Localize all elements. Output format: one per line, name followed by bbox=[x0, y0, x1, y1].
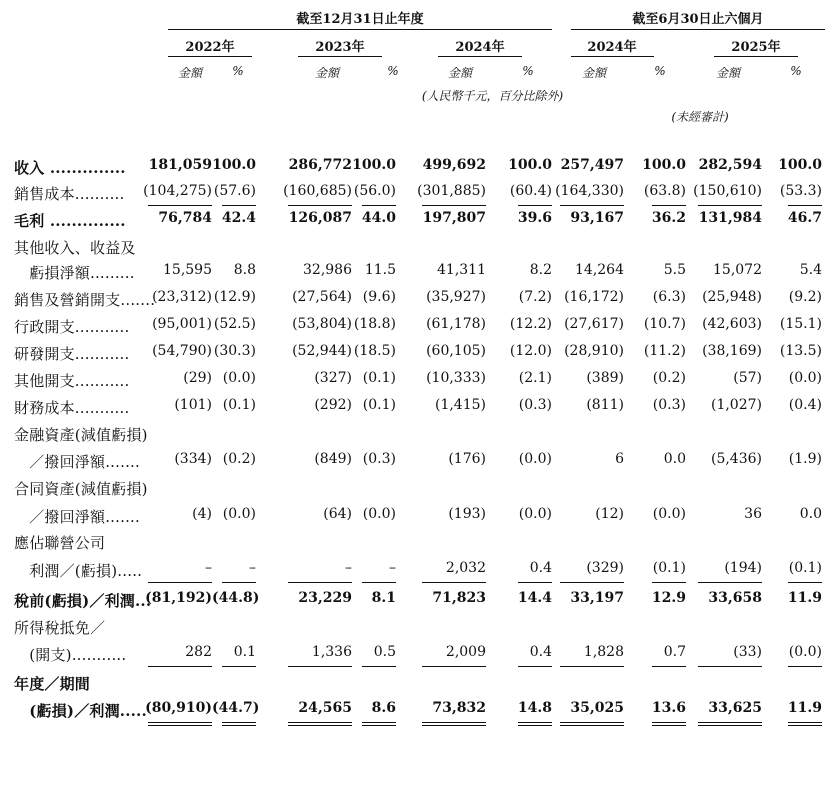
percent-cell: 5.5 bbox=[663, 262, 686, 278]
amount-cell: (849) bbox=[314, 451, 352, 467]
amount-cell: 282 bbox=[185, 644, 212, 660]
subtotal-rule bbox=[148, 666, 212, 667]
percent-cell: 0.0 bbox=[663, 451, 686, 467]
amount-cell: (389) bbox=[586, 370, 624, 386]
row-label: 其他開支........... bbox=[14, 372, 130, 390]
amount-cell: (23,312) bbox=[152, 289, 212, 305]
amount-cell: 14,264 bbox=[575, 262, 624, 278]
percent-cell: (15.1) bbox=[779, 316, 822, 332]
percent-cell: 11.5 bbox=[364, 262, 396, 278]
percent-cell: 14.4 bbox=[517, 590, 552, 606]
amount-cell: 73,832 bbox=[432, 700, 486, 716]
amount-cell: 35,025 bbox=[570, 700, 624, 716]
year-header: 2022年 bbox=[185, 40, 235, 55]
row-label: 銷售成本.......... bbox=[14, 185, 125, 203]
unit-note: (人民幣千元，百分比除外) bbox=[421, 89, 564, 103]
percent-cell: (0.1) bbox=[362, 397, 396, 413]
percent-cell: – bbox=[249, 560, 256, 576]
percent-header: % bbox=[790, 64, 802, 78]
percent-cell: 8.8 bbox=[233, 262, 256, 278]
amount-cell: (164,330) bbox=[555, 183, 624, 199]
amount-cell: (61,178) bbox=[426, 316, 486, 332]
percent-cell: (0.0) bbox=[652, 506, 686, 522]
amount-cell: 257,497 bbox=[560, 157, 624, 173]
amount-cell: (60,105) bbox=[426, 343, 486, 359]
row-label: 其他收入、收益及 bbox=[14, 239, 136, 257]
subtotal-rule bbox=[518, 582, 552, 583]
amount-cell: (16,172) bbox=[564, 289, 624, 305]
amount-cell: 15,072 bbox=[713, 262, 762, 278]
percent-cell: (0.1) bbox=[788, 560, 822, 576]
total-double-rule bbox=[560, 722, 624, 726]
amount-cell: 6 bbox=[615, 451, 624, 467]
subtotal-rule bbox=[222, 582, 256, 583]
amount-cell: (334) bbox=[174, 451, 212, 467]
row-label: 金融資產(減值虧損) bbox=[14, 426, 148, 444]
amount-header: 金額 bbox=[314, 66, 339, 80]
amount-cell: (35,927) bbox=[426, 289, 486, 305]
percent-cell: (0.3) bbox=[518, 397, 552, 413]
percent-cell: (0.4) bbox=[788, 397, 822, 413]
amount-cell: (12) bbox=[595, 506, 624, 522]
subtotal-rule bbox=[560, 582, 624, 583]
year-header: 2024年 bbox=[455, 40, 505, 55]
amount-cell: 181,059 bbox=[148, 157, 212, 173]
amount-cell: 282,594 bbox=[698, 157, 762, 173]
subtotal-rule bbox=[518, 205, 552, 206]
amount-cell: 33,197 bbox=[570, 590, 624, 606]
total-double-rule bbox=[422, 722, 486, 726]
amount-header: 金額 bbox=[447, 66, 472, 80]
subtotal-rule bbox=[560, 666, 624, 667]
percent-cell: 44.0 bbox=[361, 210, 396, 226]
year-header: 2024年 bbox=[587, 40, 637, 55]
percent-cell: (44.7) bbox=[212, 700, 260, 716]
amount-cell: (5,436) bbox=[710, 451, 762, 467]
percent-cell: (0.0) bbox=[788, 370, 822, 386]
percent-cell: 0.4 bbox=[529, 560, 552, 576]
row-label: 合同資產(減值虧損) bbox=[14, 480, 148, 498]
subtotal-rule bbox=[788, 205, 822, 206]
total-double-rule bbox=[788, 722, 822, 726]
percent-cell: 8.6 bbox=[371, 700, 396, 716]
amount-cell: 131,984 bbox=[698, 210, 762, 226]
year-header: 2023年 bbox=[315, 40, 365, 55]
percent-cell: (0.0) bbox=[222, 506, 256, 522]
row-label: 收入 .............. bbox=[14, 159, 126, 177]
amount-cell: (104,275) bbox=[143, 183, 212, 199]
percent-cell: 100.0 bbox=[642, 157, 686, 173]
amount-header: 金額 bbox=[715, 66, 740, 80]
percent-cell: (0.3) bbox=[652, 397, 686, 413]
subtotal-rule bbox=[148, 205, 212, 206]
total-double-rule bbox=[288, 722, 352, 726]
amount-cell: (176) bbox=[448, 451, 486, 467]
amount-cell: (25,948) bbox=[702, 289, 762, 305]
year-rule bbox=[438, 56, 522, 57]
amount-cell: 24,565 bbox=[298, 700, 352, 716]
header-rule-h1 bbox=[571, 29, 825, 30]
amount-cell: 71,823 bbox=[432, 590, 486, 606]
percent-cell: (11.2) bbox=[643, 343, 686, 359]
row-label: (開支)........... bbox=[14, 646, 127, 664]
amount-cell: (193) bbox=[448, 506, 486, 522]
subtotal-rule bbox=[362, 666, 396, 667]
subtotal-rule bbox=[222, 666, 256, 667]
amount-cell: 126,087 bbox=[288, 210, 352, 226]
percent-cell: 0.1 bbox=[233, 644, 256, 660]
subtotal-rule bbox=[788, 582, 822, 583]
subtotal-rule bbox=[422, 205, 486, 206]
subtotal-rule bbox=[422, 666, 486, 667]
amount-cell: 36 bbox=[744, 506, 762, 522]
amount-cell: (301,885) bbox=[417, 183, 486, 199]
percent-cell: (0.0) bbox=[518, 451, 552, 467]
percent-cell: 46.7 bbox=[787, 210, 822, 226]
subtotal-rule bbox=[652, 582, 686, 583]
percent-cell: 0.5 bbox=[373, 644, 396, 660]
total-double-rule bbox=[222, 722, 256, 726]
amount-cell: (292) bbox=[314, 397, 352, 413]
percent-cell: (0.2) bbox=[222, 451, 256, 467]
subtotal-rule bbox=[788, 666, 822, 667]
percent-cell: (9.2) bbox=[788, 289, 822, 305]
amount-cell: (1,027) bbox=[710, 397, 762, 413]
percent-cell: 5.4 bbox=[799, 262, 822, 278]
amount-cell: 1,828 bbox=[583, 644, 624, 660]
percent-cell: (1.9) bbox=[788, 451, 822, 467]
amount-cell: (327) bbox=[314, 370, 352, 386]
percent-cell: 11.9 bbox=[787, 700, 822, 716]
amount-cell: (80,910) bbox=[145, 700, 212, 716]
percent-cell: 0.4 bbox=[529, 644, 552, 660]
amount-cell: 15,595 bbox=[163, 262, 212, 278]
percent-cell: (60.4) bbox=[509, 183, 552, 199]
year-header: 2025年 bbox=[731, 40, 781, 55]
amount-cell: (329) bbox=[586, 560, 624, 576]
subtotal-rule bbox=[222, 205, 256, 206]
row-label: 稅前(虧損)／利潤... bbox=[14, 592, 152, 610]
total-double-rule bbox=[362, 722, 396, 726]
amount-cell: (10,333) bbox=[426, 370, 486, 386]
subtotal-rule bbox=[422, 582, 486, 583]
percent-cell: (10.7) bbox=[643, 316, 686, 332]
percent-cell: 13.6 bbox=[651, 700, 686, 716]
subtotal-rule bbox=[362, 205, 396, 206]
percent-cell: 100.0 bbox=[212, 157, 256, 173]
total-double-rule bbox=[148, 722, 212, 726]
amount-cell: (42,603) bbox=[702, 316, 762, 332]
row-label: ／撥回淨額....... bbox=[14, 508, 140, 526]
amount-header: 金額 bbox=[177, 66, 202, 80]
percent-cell: (0.1) bbox=[362, 370, 396, 386]
header-rule-fy bbox=[168, 29, 552, 30]
percent-cell: (0.2) bbox=[652, 370, 686, 386]
percent-cell: (0.0) bbox=[222, 370, 256, 386]
amount-cell: 499,692 bbox=[422, 157, 486, 173]
percent-cell: (57.6) bbox=[213, 183, 256, 199]
percent-cell: (12.0) bbox=[509, 343, 552, 359]
row-label: 應佔聯營公司 bbox=[14, 534, 106, 552]
percent-cell: (56.0) bbox=[353, 183, 396, 199]
subtotal-rule bbox=[698, 666, 762, 667]
amount-cell: (194) bbox=[724, 560, 762, 576]
header-group-fy: 截至12月31日止年度 bbox=[296, 12, 424, 27]
percent-cell: (18.8) bbox=[353, 316, 396, 332]
amount-cell: 197,807 bbox=[422, 210, 486, 226]
percent-cell: (6.3) bbox=[652, 289, 686, 305]
amount-cell: (95,001) bbox=[152, 316, 212, 332]
percent-cell: (52.5) bbox=[213, 316, 256, 332]
row-label: ／撥回淨額....... bbox=[14, 453, 140, 471]
row-label: 年度／期間 bbox=[14, 675, 91, 693]
amount-cell: (54,790) bbox=[152, 343, 212, 359]
percent-cell: 42.4 bbox=[221, 210, 256, 226]
percent-cell: 0.0 bbox=[799, 506, 822, 522]
total-double-rule bbox=[698, 722, 762, 726]
percent-cell: (2.1) bbox=[518, 370, 552, 386]
amount-cell: (811) bbox=[586, 397, 624, 413]
subtotal-rule bbox=[698, 582, 762, 583]
percent-cell: (13.5) bbox=[779, 343, 822, 359]
amount-cell: (29) bbox=[183, 370, 212, 386]
subtotal-rule bbox=[560, 205, 624, 206]
amount-cell: (64) bbox=[323, 506, 352, 522]
amount-cell: (33) bbox=[733, 644, 762, 660]
amount-cell: 23,229 bbox=[298, 590, 352, 606]
subtotal-rule bbox=[288, 666, 352, 667]
percent-cell: 100.0 bbox=[352, 157, 396, 173]
percent-cell: (0.0) bbox=[518, 506, 552, 522]
percent-cell: (0.3) bbox=[362, 451, 396, 467]
amount-cell: 1,336 bbox=[311, 644, 352, 660]
unaudited-note: (未經審計) bbox=[671, 110, 729, 124]
row-label: 研發開支........... bbox=[14, 345, 130, 363]
percent-cell: 11.9 bbox=[787, 590, 822, 606]
percent-header: % bbox=[232, 64, 244, 78]
percent-cell: (44.8) bbox=[212, 590, 260, 606]
percent-cell: 100.0 bbox=[778, 157, 822, 173]
subtotal-rule bbox=[518, 666, 552, 667]
year-rule bbox=[298, 56, 382, 57]
row-label: 毛利 .............. bbox=[14, 212, 126, 230]
amount-cell: (150,610) bbox=[693, 183, 762, 199]
amount-cell: (81,192) bbox=[145, 590, 212, 606]
amount-cell: – bbox=[345, 560, 352, 576]
header-group-h1: 截至6月30日止六個月 bbox=[632, 12, 764, 27]
amount-cell: 2,009 bbox=[445, 644, 486, 660]
percent-header: % bbox=[387, 64, 399, 78]
amount-cell: (27,617) bbox=[564, 316, 624, 332]
amount-cell: (27,564) bbox=[292, 289, 352, 305]
amount-cell: (57) bbox=[733, 370, 762, 386]
percent-cell: (0.0) bbox=[362, 506, 396, 522]
percent-cell: (63.8) bbox=[643, 183, 686, 199]
subtotal-rule bbox=[652, 666, 686, 667]
percent-cell: (18.5) bbox=[353, 343, 396, 359]
row-label: 利潤／(虧損)..... bbox=[14, 562, 143, 580]
year-rule bbox=[571, 56, 654, 57]
amount-cell: 32,986 bbox=[303, 262, 352, 278]
percent-cell: 39.6 bbox=[517, 210, 552, 226]
amount-cell: 41,311 bbox=[437, 262, 486, 278]
percent-cell: (0.1) bbox=[652, 560, 686, 576]
percent-cell: 12.9 bbox=[651, 590, 686, 606]
amount-cell: 286,772 bbox=[288, 157, 352, 173]
percent-cell: – bbox=[389, 560, 396, 576]
percent-cell: 100.0 bbox=[508, 157, 552, 173]
percent-header: % bbox=[654, 64, 666, 78]
percent-header: % bbox=[522, 64, 534, 78]
row-label: 虧損淨額......... bbox=[14, 264, 135, 282]
percent-cell: 0.7 bbox=[663, 644, 686, 660]
amount-cell: – bbox=[205, 560, 212, 576]
percent-cell: 14.8 bbox=[517, 700, 552, 716]
row-label: 行政開支........... bbox=[14, 318, 130, 336]
year-rule bbox=[168, 56, 252, 57]
subtotal-rule bbox=[652, 205, 686, 206]
row-label: 銷售及營銷開支....... bbox=[14, 291, 156, 309]
subtotal-rule bbox=[288, 582, 352, 583]
percent-cell: 8.1 bbox=[371, 590, 396, 606]
amount-cell: 2,032 bbox=[445, 560, 486, 576]
percent-cell: (0.0) bbox=[788, 644, 822, 660]
row-label: (虧損)／利潤..... bbox=[14, 702, 147, 720]
amount-cell: 33,658 bbox=[708, 590, 762, 606]
amount-cell: 76,784 bbox=[158, 210, 212, 226]
amount-cell: (101) bbox=[174, 397, 212, 413]
year-rule bbox=[714, 56, 798, 57]
row-label: 財務成本........... bbox=[14, 399, 130, 417]
percent-cell: (7.2) bbox=[518, 289, 552, 305]
amount-cell: (53,804) bbox=[292, 316, 352, 332]
percent-cell: 36.2 bbox=[651, 210, 686, 226]
amount-cell: (160,685) bbox=[283, 183, 352, 199]
percent-cell: (12.2) bbox=[509, 316, 552, 332]
total-double-rule bbox=[518, 722, 552, 726]
amount-cell: (1,415) bbox=[434, 397, 486, 413]
percent-cell: (9.6) bbox=[362, 289, 396, 305]
percent-cell: 8.2 bbox=[529, 262, 552, 278]
subtotal-rule bbox=[288, 205, 352, 206]
amount-cell: (28,910) bbox=[564, 343, 624, 359]
percent-cell: (0.1) bbox=[222, 397, 256, 413]
amount-cell: (4) bbox=[192, 506, 212, 522]
amount-cell: 33,625 bbox=[708, 700, 762, 716]
percent-cell: (30.3) bbox=[213, 343, 256, 359]
subtotal-rule bbox=[698, 205, 762, 206]
amount-cell: (38,169) bbox=[702, 343, 762, 359]
row-label: 所得稅抵免／ bbox=[14, 619, 106, 637]
percent-cell: (12.9) bbox=[213, 289, 256, 305]
amount-header: 金額 bbox=[581, 66, 606, 80]
subtotal-rule bbox=[148, 582, 212, 583]
total-double-rule bbox=[652, 722, 686, 726]
amount-cell: 93,167 bbox=[570, 210, 624, 226]
amount-cell: (52,944) bbox=[292, 343, 352, 359]
percent-cell: (53.3) bbox=[779, 183, 822, 199]
subtotal-rule bbox=[362, 582, 396, 583]
